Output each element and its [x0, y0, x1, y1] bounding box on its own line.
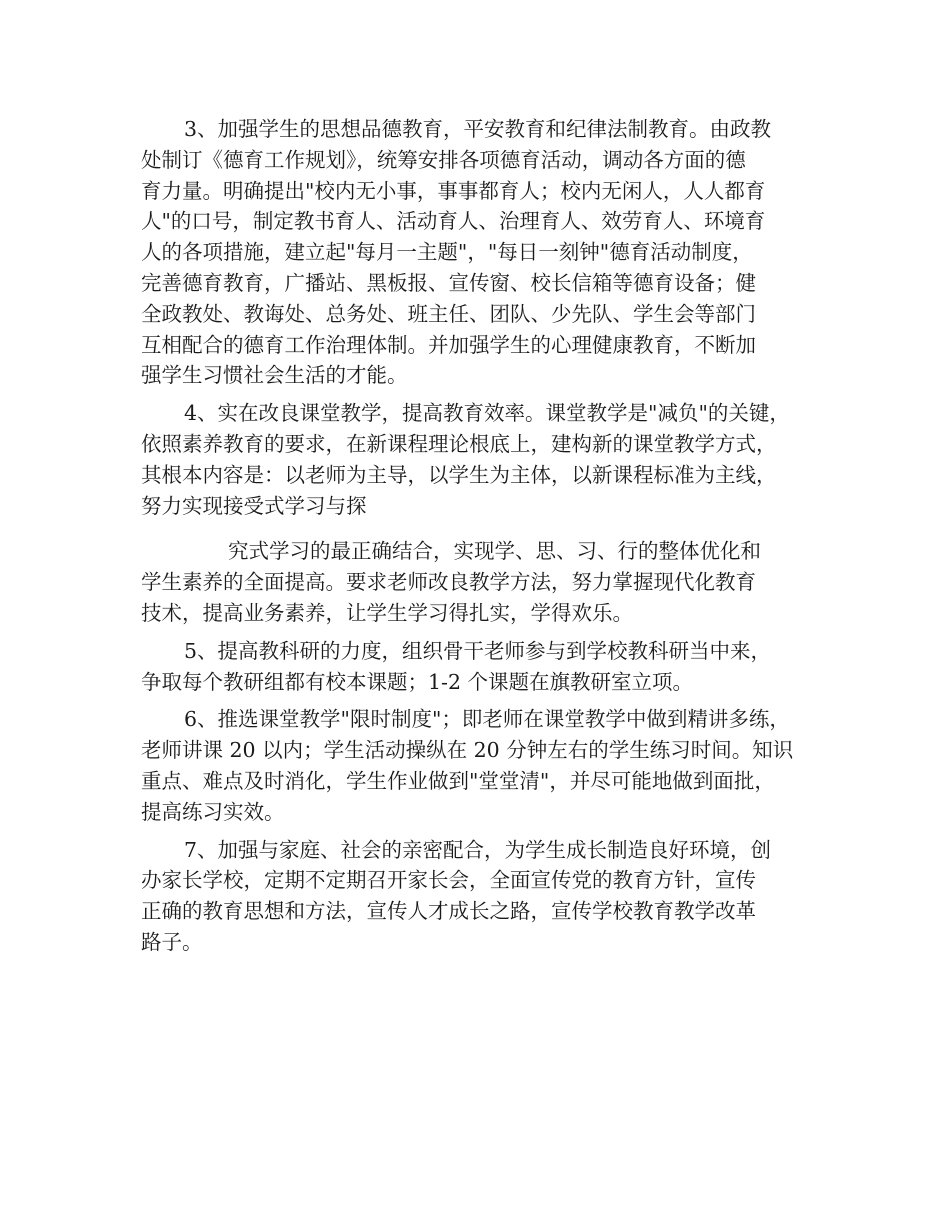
text-line: 学生素养的全面提高。要求老师改良教学方法，努力掌握现代化教育	[141, 570, 756, 595]
text-line: 全政教处、教诲处、总务处、班主任、团队、少先队、学生会等部门	[141, 301, 756, 326]
text-line: 4、实在改良课堂教学，提高教育效率。课堂教学是"减负"的关键，	[184, 401, 790, 426]
text-line: 互相配合的德育工作治理体制。并加强学生的心理健康教育，不断加	[141, 332, 756, 357]
text-line: 技术，提高业务素养，让学生学习得扎实，学得欢乐。	[141, 600, 633, 625]
text-line: 完善德育教育，广播站、黑板报、宣传窗、校长信箱等德育设备；健	[141, 270, 756, 295]
text-line: 办家长学校，定期不定期召开家长会，全面宣传党的教育方针，宣传	[141, 868, 756, 893]
text-line: 努力实现接受式学习与探	[141, 493, 367, 518]
paragraph-3	[141, 114, 821, 391]
text-line: 人的各项措施，建立起"每月一主题"，"每日一刻钟"德育活动制度，	[141, 240, 753, 265]
paragraph-6	[141, 704, 821, 827]
text-line: 争取每个教研组都有校本课题；1-2 个课题在旗教研室立项。	[141, 669, 694, 694]
text-line: 6、推选课堂教学"限时制度"；即老师在课堂教学中做到精讲多练，	[184, 707, 790, 732]
text-line: 究式学习的最正确结合，实现学、思、习、行的整体优化和	[228, 539, 761, 564]
text-line: 处制订《德育工作规划》，统筹安排各项德育活动，调动各方面的德	[141, 147, 746, 172]
text-line: 7、加强与家庭、社会的亲密配合，为学生成长制造良好环境，创	[184, 837, 772, 862]
document-body	[141, 114, 821, 958]
text-line: 育力量。明确提出"校内无小事，事事都育人；校内无闲人，人人都育	[141, 178, 766, 203]
paragraph-7	[141, 835, 821, 958]
paragraph-5	[141, 636, 821, 698]
text-line: 重点、难点及时消化，学生作业做到"堂堂清"，并尽可能地做到面批，	[141, 768, 775, 793]
text-line: 依照素养教育的要求，在新课程理论根底上，建构新的课堂教学方式，	[141, 431, 777, 456]
text-line: 正确的教育思想和方法，宣传人才成长之路，宣传学校教育教学改革	[141, 899, 756, 924]
text-line: 强学生习惯社会生活的才能。	[141, 363, 408, 388]
text-line: 老师讲课 20 以内；学生活动操纵在 20 分钟左右的学生练习时间。知识	[141, 738, 794, 763]
text-line: 提高练习实效。	[141, 799, 285, 824]
text-line: 路子。	[141, 929, 203, 954]
text-line: 5、提高教科研的力度，组织骨干老师参与到学校教科研当中来，	[184, 638, 772, 663]
text-line: 3、加强学生的思想品德教育，平安教育和纪律法制教育。由政教	[184, 117, 772, 141]
text-line: 人"的口号，制定教书育人、活动育人、治理育人、效劳育人、环境育	[141, 209, 766, 234]
paragraph-4	[141, 398, 821, 521]
paragraph-4-continued	[141, 536, 821, 628]
text-line: 其根本内容是：以老师为主导，以学生为主体，以新课程标准为主线，	[141, 462, 777, 487]
